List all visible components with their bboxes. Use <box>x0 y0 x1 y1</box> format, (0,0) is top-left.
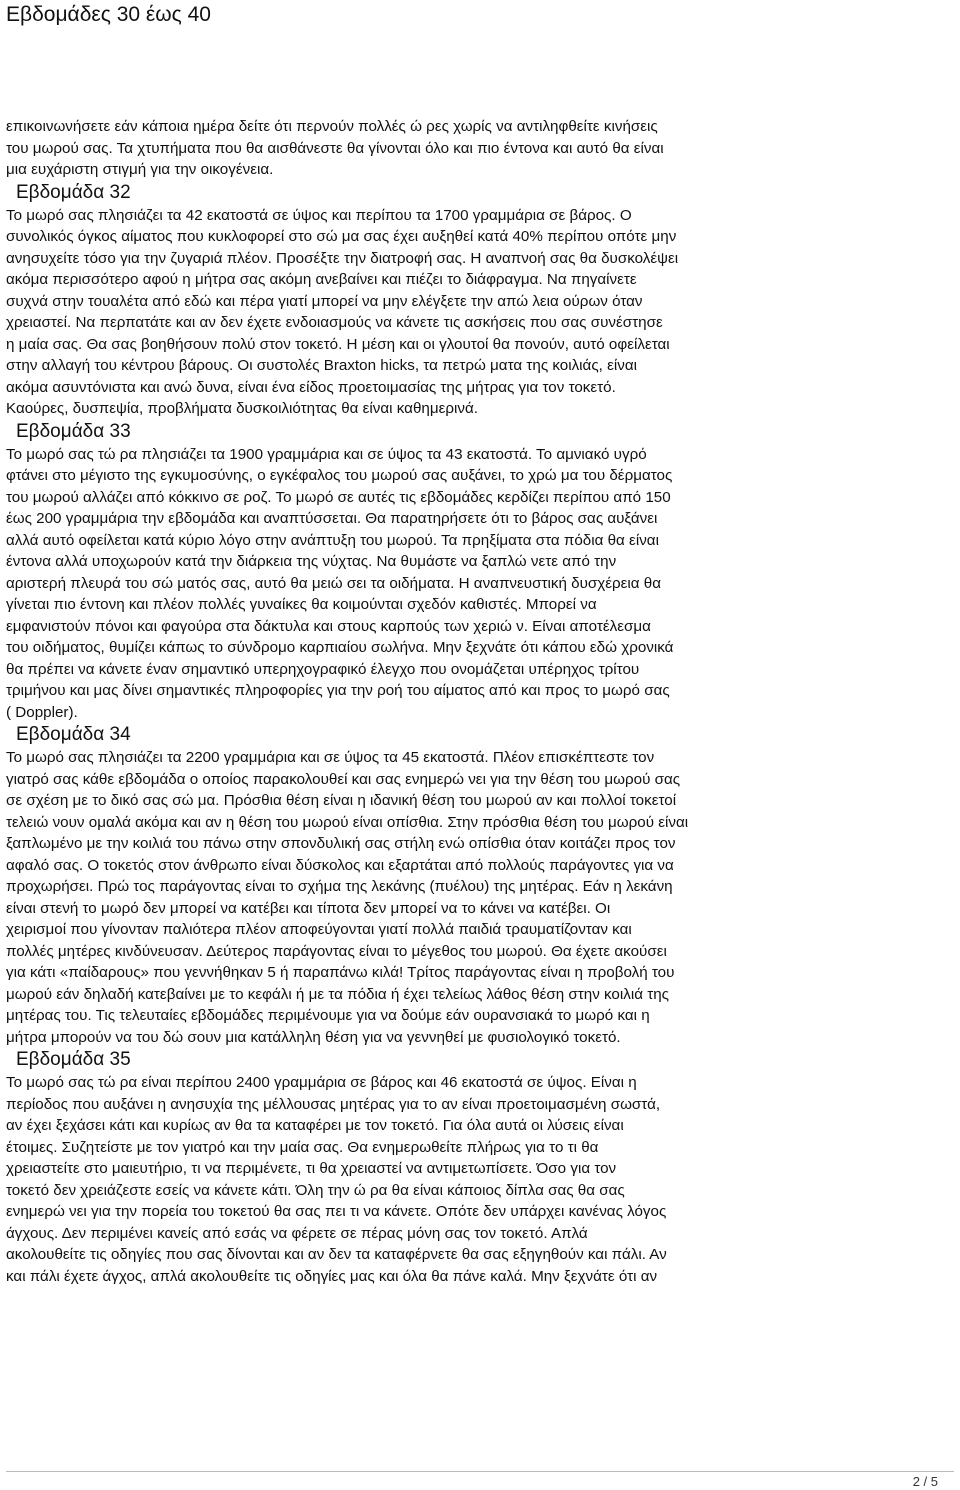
text-line: αριστερή πλευρά του σώ ματός σας, αυτό θα μειώ σει τα οιδήματα. Η αναπνευστική δυσχέρεια θα <box>6 574 661 592</box>
text-line: έντονα αλλά υποχωρούν κατά την διάρκεια της νύχτας. Να θυμάστε να ξαπλώ νετε από την <box>6 553 617 570</box>
text-line: γιατρό σας κάθε εβδομάδα ο οποίος παρακολουθεί και σας ενημερώ νει για την θέση του μωρού σας <box>6 770 681 788</box>
text-line: έως 200 γραμμάρια την εβδομάδα και αναπτύσσεται. Θα παρατηρήσετε ότι το βάρος σας αυξάνει <box>6 510 658 527</box>
text-line: ακόμα περισσότερο αφού η μήτρα σας ακόμη ανεβαίνει και πιέζει το διάφραγμα. Να πηγαίνετε <box>6 271 637 288</box>
document-body <box>6 116 951 1287</box>
text-line: Το μωρό σας πλησιάζει τα 42 εκατοστά σε ύψος και περίπου τα 1700 γραμμάρια σε βάρος. Ο <box>6 206 632 224</box>
text-line: τελειώ νουν ομαλά ακόμα και αν η θέση του μωρού είναι οπίσθια. Στην πρόσθια θέση του μωρού είναι <box>6 813 689 831</box>
section-heading-week-33: Εβδομάδα 33 <box>16 420 131 442</box>
text-line: ξαπλωμένο με την κοιλιά του πάνω στην σπονδυλική σας στήλη ενώ οπίσθια όταν κοιτάζει προς τον <box>6 835 676 852</box>
text-line: ανησυχείτε τόσο για την ζυγαριά πλέον. Προσέξτε την διατροφή σας. Η αναπνοή σας θα δυσκολέψει <box>6 249 679 267</box>
text-line: συχνά στην τουαλέτα από εδώ και πέρα γιατί μπορεί να μην ελέγξετε την απώ λεια ούρων όταν <box>6 292 643 310</box>
text-line: στην αλλαγή του κέντρου βάρους. Οι συστολές Braxton hicks, τα πετρώ ματα της κοιλιάς, είναι <box>6 357 637 374</box>
text-line: του μωρού αλλάζει από κόκκινο σε ροζ. Το μωρό σε αυτές τις εβδομάδες κερδίζει περίπου από 150 <box>6 488 671 506</box>
text-line: χρειαστείτε στο μαιευτήριο, τι να περιμένετε, τι θα χρειαστεί να αντιμετωπίσετε. Όσο για τον <box>6 1160 617 1177</box>
text-line: Το μωρό σας τώ ρα είναι περίπου 2400 γραμμάρια σε βάρος και 46 εκατοστά σε ύψος. Είναι η <box>6 1074 637 1091</box>
text-line: και πάλι έχετε άγχος, απλά ακολουθείτε τις οδηγίες μας και όλα θα πάνε καλά. Μην ξεχνάτε ότι αν <box>6 1267 658 1285</box>
text-line: φτάνει στο μέγιστο της εγκυμοσύνης, ο εγκέφαλος του μωρού σας αυξάνει, το χρώ μα του δέρματος <box>6 467 673 484</box>
text-line: περίοδος που αυξάνει η ανησυχία της μέλλουσας μητέρας για το αν είναι προετοιμασμένη σωστά, <box>6 1095 661 1113</box>
page-number: 2 / 5 <box>912 1474 938 1489</box>
text-line: γίνεται πιο έντονη και πλέον πολλές γυναίκες θα κοιμούνται σχεδόν καθιστές. Μπορεί να <box>6 596 597 613</box>
text-line: για κάτι «παίδαρους» που γεννήθηκαν 5 ή παραπάνω κιλά! Τρίτος παράγοντας είναι η προβολή του <box>6 964 675 981</box>
text-line: προχωρήσει. Πρώ τος παράγοντας είναι το σχήμα της λεκάνης (πυέλου) της μητέρας. Εάν η λεκάνη <box>6 878 673 895</box>
text-line: έτοιμες. Συζητείστε με τον γιατρό και την μαία σας. Θα ενημερωθείτε πλήρως για το τι θα <box>6 1138 599 1156</box>
text-line: ενημερώ νει για την πορεία του τοκετού θα σας πει τι να κάνετε. Οπότε δεν υπάρχει κανένας λόγος <box>6 1203 667 1220</box>
text-line: άγχους. Δεν περιμένει κανείς από εσάς να φέρετε σε πέρας μόνη σας τον τοκετό. Απλά <box>6 1224 588 1242</box>
text-line: επικοινωνήσετε εάν κάποια ημέρα δείτε ότι περνούν πολλές ώ ρες χωρίς να αντιληφθείτε κινήσεις <box>6 118 658 135</box>
section-heading-week-34: Εβδομάδα 34 <box>16 724 131 745</box>
text-line: μήτρα μπορούν να του δώ σουν μια κατάλληλη θέση για να γεννηθεί με φυσιολογικό τοκετό. <box>6 1028 621 1046</box>
text-line: ακολουθείτε τις οδηγίες που σας δίνονται και αν δεν τα καταφέρνετε θα σας εξηγηθούν και πάλι. Αν <box>6 1246 667 1263</box>
section-heading-week-32: Εβδομάδα 32 <box>16 181 131 203</box>
text-line: μητέρας του. Τις τελευταίες εβδομάδες περιμένουμε για να δούμε εάν ουρανσιακά το μωρό και η <box>6 1007 650 1024</box>
text-line: μωρού εάν δηλαδή κατεβαίνει με το κεφάλι ή με τα πόδια ή έχει τελείως λάθος θέση στην κοιλιά της <box>6 985 669 1003</box>
text-line: χρειαστεί. Να περπατάτε και αν δεν έχετε ενδοιασμούς να κάνετε τις ασκήσεις που σας συνέστησε <box>6 314 663 331</box>
text-line: ακόμα ασυντόνιστα και ανώ δυνα, είναι ένα είδος προετοιμασίας της μήτρας για τον τοκετό. <box>6 378 616 396</box>
text-line: αν έχει ξεχάσει κάτι και κυρίως αν θα τα καταφέρει με τον τοκετό. Για όλα αυτά οι λύσεις είναι <box>6 1117 624 1134</box>
text-line: Το μωρό σας πλησιάζει τα 2200 γραμμάρια και σε ύψος τα 45 εκατοστά. Πλέον επισκέπτεστε τον <box>6 749 655 766</box>
text-line: σε σχέση με το δικό σας σώ μα. Πρόσθια θέση είναι η ιδανική θέση του μωρού αν και πολλοί τοκετοί <box>6 792 677 809</box>
text-line: πολλές μητέρες κινδύνευσαν. Δεύτερος παράγοντας είναι το μέγεθος του μωρού. Θα έχετε ακούσει <box>6 942 667 960</box>
page-title: Εβδομάδες 30 έως 40 <box>6 3 211 26</box>
text-line: συνολικός όγκος αίματος που κυκλοφορεί στο σώ μα σας έχει αυξηθεί κατά 40% περίπου οπότε μην <box>6 228 677 245</box>
text-line: η μαία σας. Θα σας βοηθήσουν πολύ στον τοκετό. Η μέση και οι γλουτοί θα πονούν, αυτό οφείλεται <box>6 335 670 353</box>
footer-divider <box>6 1471 954 1472</box>
text-line: εμφανιστούν πόνοι και φαγούρα στα δάκτυλα και στους καρπούς των χεριώ ν. Είναι αποτέλεσμα <box>6 617 651 635</box>
text-line: του μωρού σας. Τα χτυπήματα που θα αισθάνεστε θα γίνονται όλο και πιο έντονα και αυτό θα είναι <box>6 139 664 157</box>
text-line: θα πρέπει να κάνετε έναν σημαντικό υπερηχογραφικό έλεγχο που ονομάζεται υπέρηχος τρίτου <box>6 660 640 678</box>
text-line: μια ευχάριστη στιγμή για την οικογένεια. <box>6 161 274 178</box>
text-line: τριμήνου και μας δίνει σημαντικές πληροφορίες για την ροή του αίματος από και προς το μωρό σας <box>6 682 670 699</box>
text-line: Καούρες, δυσπεψία, προβλήματα δυσκοιλιότητας θα είναι καθημερινά. <box>6 400 478 417</box>
text-line: αφαλό σας. Ο τοκετός στον άνθρωπο είναι δύσκολος και εξαρτάται από πολλούς παράγοντες για να <box>6 856 674 874</box>
section-heading-week-35: Εβδομάδα 35 <box>16 1049 131 1070</box>
text-line: είναι στενή το μωρό δεν μπορεί να κατέβει και τίποτα δεν μπορεί να το κάνει να κατέβει. Οι <box>6 899 611 917</box>
text-line: τοκετό δεν χρειάζεστε εσείς να κάνετε κάτι. Όλη την ώ ρα θα είναι κάποιος δίπλα σας θα σας <box>6 1181 625 1199</box>
text-line: αλλά αυτό οφείλεται κατά κύριο λόγο στην ανάπτυξη του μωρού. Τα πρηξίματα στα πόδια θα είναι <box>6 531 659 549</box>
text-line: Το μωρό σας τώ ρα πλησιάζει τα 1900 γραμμάρια και σε ύψος τα 43 εκατοστά. Το αμνιακό υγρό <box>6 445 647 463</box>
text-line: ( Doppler). <box>6 703 78 721</box>
text-line: χειρισμοί που γίνονταν παλιότερα πλέον αποφεύγονται γιατί πολλά παιδιά τραυματίζονταν και <box>6 921 632 938</box>
text-line: του οιδήματος, θυμίζει κάπως το σύνδρομο καρπιαίου σωλήνα. Μην ξεχνάτε ότι κάπου εδώ χρονικά <box>6 639 674 656</box>
